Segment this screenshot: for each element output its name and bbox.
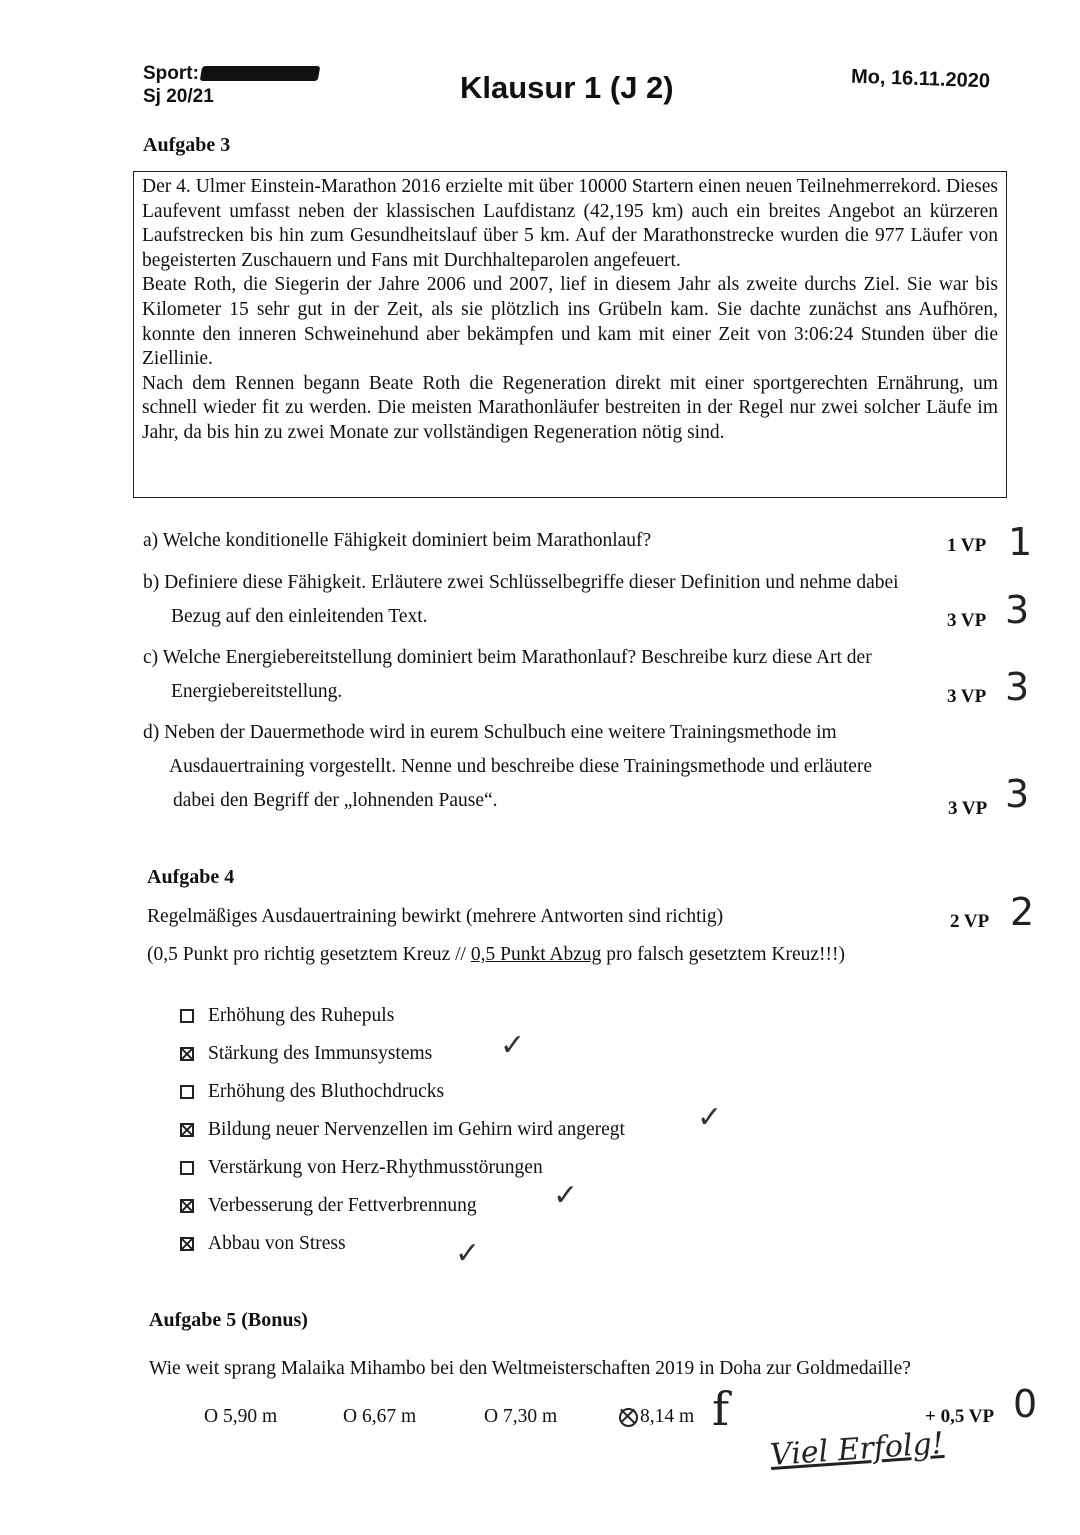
option-row[interactable]: [180, 1153, 543, 1183]
header-subject-block: [143, 62, 319, 108]
answer-option[interactable]: O 7,30 m: [484, 1406, 558, 1427]
school-year: Sj 20/21: [143, 86, 214, 107]
question-a-grade: 1: [1008, 520, 1033, 564]
task4-points: 2 VP: [950, 911, 990, 932]
redacted-name: [200, 66, 321, 81]
task4-rule-suffix: pro falsch gesetztem Kreuz!!!): [601, 944, 846, 965]
question-d-grade: 3: [1005, 772, 1030, 816]
task3-paragraph: Nach dem Rennen begann Beate Roth die Regeneration direkt mit einer sportgerechten Ernährung, um schnell wieder fit zu werden. Die meisten Marathonläufer bestreiten in der Regel nur zwei solcher Läufe im Jahr, da bis hin zu zwei Monate zur vollständigen Regeneration nötig sind.: [142, 372, 998, 443]
task3-text-box: [133, 171, 1007, 498]
question-b-grade: 3: [1005, 588, 1030, 632]
teacher-tick-icon: ✓: [500, 1028, 526, 1063]
question-b-points: 3 VP: [947, 610, 987, 631]
option-row[interactable]: [180, 1039, 432, 1069]
teacher-mark: f: [712, 1382, 730, 1436]
task4-prompt: Regelmäßiges Ausdauertraining bewirkt (mehrere Antworten sind richtig): [147, 906, 724, 927]
checkbox-checked[interactable]: [180, 1199, 194, 1213]
option-label: Erhöhung des Bluthochdrucks: [208, 1081, 445, 1102]
task4-heading: Aufgabe 4: [147, 866, 235, 888]
question-text-cont: Bezug auf den einleitenden Text.: [171, 606, 428, 627]
task5-points: + 0,5 VP: [925, 1406, 995, 1427]
question-c-grade: 3: [1005, 665, 1030, 709]
answer-option-label: 8,14 m: [640, 1406, 695, 1427]
task5-heading: Aufgabe 5 (Bonus): [149, 1309, 308, 1331]
checkbox-checked[interactable]: [180, 1047, 194, 1061]
exam-date: Mo, 16.11.2020: [850, 65, 991, 93]
question-text: Welche Energiebereitstellung dominiert beim Marathonlauf? Beschreibe kurz diese Art der: [162, 647, 872, 668]
task3-heading: Aufgabe 3: [143, 134, 231, 156]
teacher-note: Viel Erfolg!: [768, 1425, 945, 1474]
teacher-tick-icon: ✓: [697, 1100, 723, 1135]
answer-option[interactable]: O 6,67 m: [343, 1406, 417, 1427]
question-c-points: 3 VP: [947, 686, 987, 707]
question-text-cont: Energiebereitstellung.: [171, 681, 343, 702]
option-label: Bildung neuer Nervenzellen im Gehirn wird angeregt: [208, 1119, 625, 1140]
task3-paragraph: Der 4. Ulmer Einstein-Marathon 2016 erzielte mit über 10000 Startern einen neuen Teilnehmerrekord. Dieses Laufevent umfasst neben der klassischen Laufdistanz (42,195 km) auch ein breites Angebot an kürzeren Laufstrecken bis hin zum Gesundheitslauf über 5 km. Auf der Marathonstrecke wurden die 977 Läufer von begeisterten Zuschauern und Fans mit Durchhalteparolen angefeuert.: [142, 176, 998, 271]
question-letter: d): [143, 722, 160, 743]
task4-rule-prefix: (0,5 Punkt pro richtig gesetztem Kreuz //: [147, 944, 471, 965]
question-letter: c): [143, 647, 159, 668]
option-row[interactable]: [180, 1115, 625, 1145]
checkbox-checked[interactable]: [180, 1123, 194, 1137]
question-a: [143, 524, 983, 558]
question-d-points: 3 VP: [948, 798, 988, 819]
option-label: Verstärkung von Herz-Rhythmusstörungen: [208, 1157, 543, 1178]
crossed-circle-icon: [619, 1408, 638, 1427]
question-text: Welche konditionelle Fähigkeit dominiert beim Marathonlauf?: [162, 530, 652, 551]
question-text: Definiere diese Fähigkeit. Erläutere zwei Schlüsselbegriffe dieser Definition und nehme dabei: [164, 572, 899, 593]
question-b: [143, 566, 1003, 634]
question-letter: a): [143, 530, 159, 551]
question-text: Neben der Dauermethode wird in eurem Schulbuch eine weitere Trainingsmethode im: [164, 722, 837, 743]
answer-option[interactable]: O 5,90 m: [204, 1406, 278, 1427]
teacher-tick-icon: ✓: [455, 1236, 481, 1271]
question-d: [143, 716, 1003, 818]
subject-label: Sport:: [143, 63, 199, 84]
task4-rule-underlined: 0,5 Punkt Abzug: [470, 944, 602, 965]
question-a-points: 1 VP: [947, 535, 987, 556]
teacher-tick-icon: ✓: [553, 1178, 579, 1213]
checkbox-empty[interactable]: [180, 1085, 194, 1099]
task4-grade: 2: [1010, 890, 1035, 934]
task5-grade: 0: [1013, 1382, 1038, 1426]
checkbox-empty[interactable]: [180, 1009, 194, 1023]
question-text-cont: dabei den Begriff der „lohnenden Pause“.: [173, 790, 498, 811]
task3-paragraph: Beate Roth, die Siegerin der Jahre 2006 und 2007, lief in diesem Jahr als zweite durchs Ziel. Sie war bis Kilometer 15 sehr gut in der Zeit, als sie plötzlich ins Grübeln kam. Sie dachte zunächst ans Aufhören, konnte den inneren Schweinehund aber bekämpfen und kam mit einer Zeit von 3:06:24 Stunden über die Ziellinie.: [142, 274, 998, 370]
answer-option-selected[interactable]: [619, 1406, 694, 1428]
option-label: Erhöhung des Ruhepuls: [208, 1005, 395, 1026]
option-label: Stärkung des Immunsystems: [208, 1043, 433, 1064]
option-row[interactable]: [180, 1001, 394, 1031]
task4-rule: [147, 938, 845, 972]
question-letter: b): [143, 572, 160, 593]
task5-question: Wie weit sprang Malaika Mihambo bei den Weltmeisterschaften 2019 in Doha zur Goldmedaille?: [149, 1358, 911, 1379]
exam-title: Klausur 1 (J 2): [460, 70, 674, 105]
option-row[interactable]: [180, 1229, 346, 1259]
question-c: [143, 641, 1003, 709]
question-text-cont: Ausdauertraining vorgestellt. Nenne und beschreibe diese Trainingsmethode und erläutere: [169, 756, 873, 777]
option-row[interactable]: [180, 1191, 477, 1221]
option-label: Verbesserung der Fettverbrennung: [208, 1195, 477, 1216]
checkbox-checked[interactable]: [180, 1237, 194, 1251]
option-label: Abbau von Stress: [208, 1233, 346, 1254]
checkbox-empty[interactable]: [180, 1161, 194, 1175]
option-row[interactable]: [180, 1077, 444, 1107]
